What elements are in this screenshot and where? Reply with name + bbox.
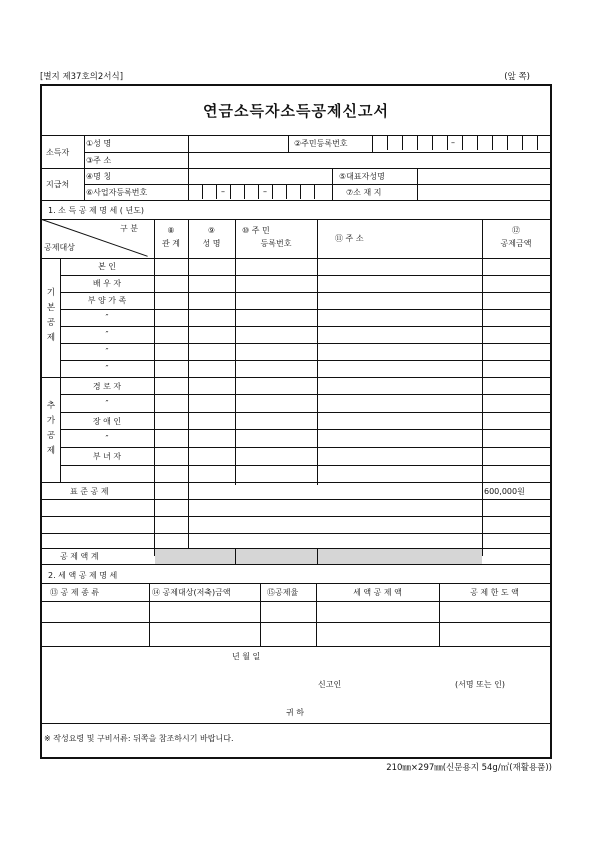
col-relation: 관 계 — [162, 239, 180, 248]
extra-row: ″ — [105, 399, 109, 408]
col-target-amount: ⑭ 공제대상(저축)금액 — [152, 588, 231, 597]
payer-name-label: ④명 칭 — [86, 172, 112, 181]
col-target: 공제대상 — [44, 243, 75, 252]
form-title: 연금소득자소득공제신고서 — [203, 102, 389, 120]
bizno-dash-2: – — [263, 187, 267, 196]
col-amount: 공제금액 — [500, 239, 532, 248]
col-address: ⑪ 주 소 — [335, 234, 364, 243]
applicant-label: 신고인 — [318, 680, 342, 689]
extra-row: ″ — [105, 434, 109, 443]
form-number: [별지 제37호의2서식] — [40, 72, 124, 82]
footnote: ※ 작성요령 및 구비서류: 뒤쪽을 참조하시기 바랍니다. — [44, 734, 234, 743]
page-side: (앞 쪽) — [504, 72, 530, 82]
form-header — [40, 70, 552, 82]
standard-amount: 600,000원 — [484, 487, 525, 496]
bizno-dash-1: – — [221, 187, 225, 196]
basic-row: 부 양 가 족 — [87, 296, 127, 305]
total-label: 공 제 액 계 — [60, 552, 99, 561]
sign-note: (서명 또는 인) — [455, 680, 505, 689]
payer-group-label: 지급처 — [46, 180, 70, 189]
payer-rep-label: ⑤대표자성명 — [339, 172, 385, 181]
rrn-dash: – — [451, 138, 455, 147]
col-rate: ⑮공제율 — [267, 588, 299, 597]
section2-title: 2. 세 액 공 제 명 세 — [48, 571, 118, 580]
basic-row: ″ — [105, 313, 109, 322]
basic-row: ″ — [105, 364, 109, 373]
basic-group-label: 기 본 공 제 — [46, 288, 56, 343]
col-rrn: ⑩ 주 민 — [242, 226, 270, 235]
basic-row: 본 인 — [98, 262, 116, 271]
addressee: 귀 하 — [286, 708, 304, 717]
form-frame: 연금소득자소득공제신고서 – – – 소득자 ①성 명 ②주민등록번호 ③주 소 지급처 ④명 칭 ⑤대표자성명 ⑥사업자등록번호 ⑦소 재 지 1. 소 득 공 제 명 세 ( 년도) 구 분 공제대상 ⑧ 관 계 ⑨ 성 명 ⑩ 주 민 등록번호 ⑪ 주 소 ⑫ 공제금액 기 본 공 제 본 인 배 우 자 부 양 가 족 ″ ″ ″ ″ 추 가 공 제 경 로 자 ″ 장 애 인 ″ 부 녀 자 표 준 공 제 600,000원 공 제 액 계 2. 세 액 공 제 명 세 ⑬ 공 제 종 류 ⑭ 공제대상(저축)금액 ⑮공제율 세 액 공 제 액 공 제 한 도 액 년 월 일 신고인 (서명 또는 인) 귀 하 ※ 작성요령 및 구비서류: 뒤쪽을 참조하시기 바랍니다. — [40, 84, 552, 759]
col-deduction-type: ⑬ 공 제 종 류 — [50, 588, 100, 597]
col-limit: 공 제 한 도 액 — [470, 588, 519, 597]
section1-title: 1. 소 득 공 제 명 세 ( 년도) — [48, 206, 145, 215]
standard-label: 표 준 공 제 — [70, 487, 109, 496]
payer-bizno-label: ⑥사업자등록번호 — [86, 188, 148, 197]
basic-row: 배 우 자 — [92, 279, 122, 288]
col-name: 성 명 — [202, 239, 221, 248]
paper-spec: 210㎜×297㎜(신문용지 54g/㎡(재활용품)) — [386, 763, 552, 773]
recipient-address-label: ③주 소 — [86, 156, 112, 165]
extra-row: 장 애 인 — [92, 417, 122, 426]
col-gubun: 구 분 — [120, 224, 138, 233]
col-tax-credit: 세 액 공 제 액 — [353, 588, 402, 597]
extra-row: 경 로 자 — [92, 382, 122, 391]
extra-row: 부 녀 자 — [92, 452, 122, 461]
recipient-name-label: ①성 명 — [86, 139, 112, 148]
basic-row: ″ — [105, 347, 109, 356]
basic-row: ″ — [105, 330, 109, 339]
recipient-group-label: 소득자 — [46, 148, 70, 157]
payer-location-label: ⑦소 재 지 — [346, 188, 382, 197]
date-line: 년 월 일 — [232, 652, 261, 661]
recipient-rrn-label: ②주민등록번호 — [294, 139, 348, 148]
extra-group-label: 추 가 공 제 — [46, 401, 56, 456]
